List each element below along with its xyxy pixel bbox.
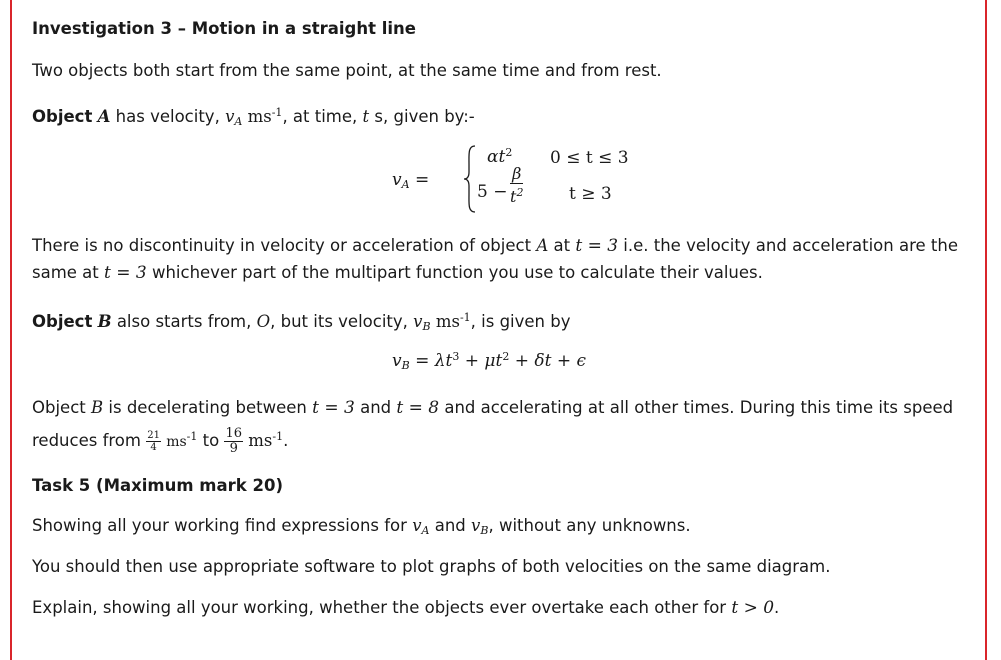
question-2: You should then use appropriate software to plot graphs of both velocities on the same diagram. xyxy=(32,557,831,576)
object-a-text1: has velocity, xyxy=(115,107,220,126)
question-1: Showing all your working find expressions for $v_A$ and $v_B$, without any unknowns. xyxy=(32,516,691,537)
intro-text: Two objects both start from the same point, at the same time and from rest. xyxy=(32,61,662,80)
object-a-velocity: $v_A$ xyxy=(225,107,243,128)
object-a-unit: $ms^{-1}$ xyxy=(247,106,283,126)
case2-expression: 5 − xyxy=(477,182,508,202)
left-brace xyxy=(462,144,478,214)
object-a-description xyxy=(32,103,475,132)
case1-expression: $\alpha t^2$ xyxy=(487,146,513,167)
continuity-line1: There is no discontinuity in velocity or acceleration of object A at t = 3 i.e. the velocity and acceleration are the xyxy=(32,236,958,256)
object-a-label: Object xyxy=(32,107,93,126)
case2-condition: t ≥ 3 xyxy=(569,184,612,204)
deceleration-line2: reduces from $\frac{21}{4}$ $ms^{-1}$ to $\frac{16}{9}$ $ms^{-1}$. xyxy=(32,426,289,456)
polynomial-equation: $v_B = \lambda t^3 + \mu t^2 + \delta t + \epsilon$ xyxy=(392,350,587,372)
continuity-line2: same at t = 3 whichever part of the multipart function you use to calculate their values. xyxy=(32,263,763,283)
case2-fraction: $\frac{\beta}{t^2}$ xyxy=(510,164,524,206)
object-a-time: t xyxy=(362,107,370,126)
object-a-time-unit: s, xyxy=(374,107,389,126)
deceleration-line1: Object B is decelerating between t = 3 and t = 8 and accelerating at all other times. During this time its speed xyxy=(32,398,954,418)
object-a-letter: A xyxy=(97,107,111,126)
case1-condition: 0 ≤ t ≤ 3 xyxy=(550,148,629,168)
question-3: Explain, showing all your working, whether the objects ever overtake each other for t > 0. xyxy=(32,598,780,618)
piecewise-lhs: $v_A$ = xyxy=(392,170,430,191)
fraction-21-4: $\frac{21}{4}$ xyxy=(147,430,160,453)
task-heading: Task 5 (Maximum mark 20) xyxy=(32,476,283,495)
object-a-text2: , at time, xyxy=(282,107,358,126)
fraction-16-9: $\frac{16}{9}$ xyxy=(225,426,243,456)
object-b-description: Object B also starts from, O, but its velocity, $v_B$ $ms^{-1}$, is given by xyxy=(32,311,571,333)
object-a-text3: given by:- xyxy=(393,107,475,126)
heading: Investigation 3 – Motion in a straight line xyxy=(32,19,416,38)
